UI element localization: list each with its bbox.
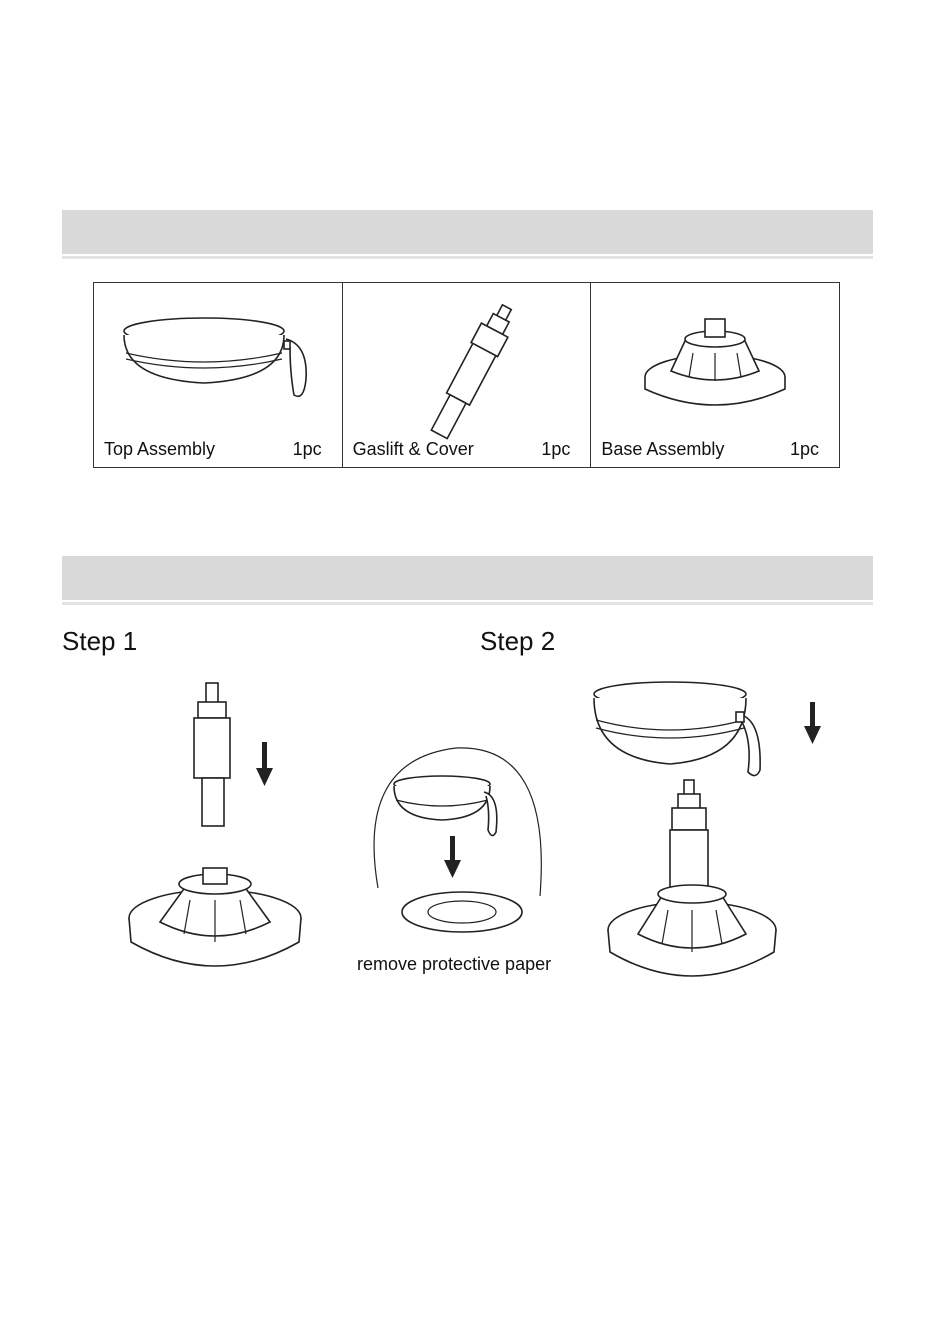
part-cell-gaslift (343, 283, 592, 467)
down-arrow-icon (256, 742, 273, 786)
section-header-rule-assembly (62, 602, 873, 605)
section-header-rule-parts (62, 256, 873, 259)
gaslift-icon (194, 683, 230, 826)
part-quantity: 1pc (541, 439, 571, 459)
section-header-bar-assembly (62, 556, 873, 600)
step-1-heading: Step 1 (62, 626, 138, 656)
part-quantity: 1pc (292, 439, 322, 459)
step-2-heading: Step 2 (480, 626, 556, 656)
part-cell-base-assembly (591, 283, 839, 467)
part-name: Gaslift & Cover (352, 439, 474, 459)
part-name: Top Assembly (104, 439, 216, 459)
part-cell-top-assembly (94, 283, 343, 467)
down-arrow-icon (804, 702, 821, 744)
base-assembly-icon (129, 868, 301, 966)
gaslift-icon (670, 780, 708, 892)
remove-paper-illustration (374, 748, 541, 932)
remove-paper-caption: remove protective paper (357, 954, 552, 974)
section-header-bar-parts (62, 210, 873, 254)
part-name: Base Assembly (601, 439, 725, 459)
top-assembly-icon (594, 682, 760, 776)
base-assembly-icon (608, 885, 776, 976)
part-quantity: 1pc (789, 439, 820, 459)
parts-list-table (93, 282, 840, 468)
down-arrow-icon (444, 836, 461, 878)
